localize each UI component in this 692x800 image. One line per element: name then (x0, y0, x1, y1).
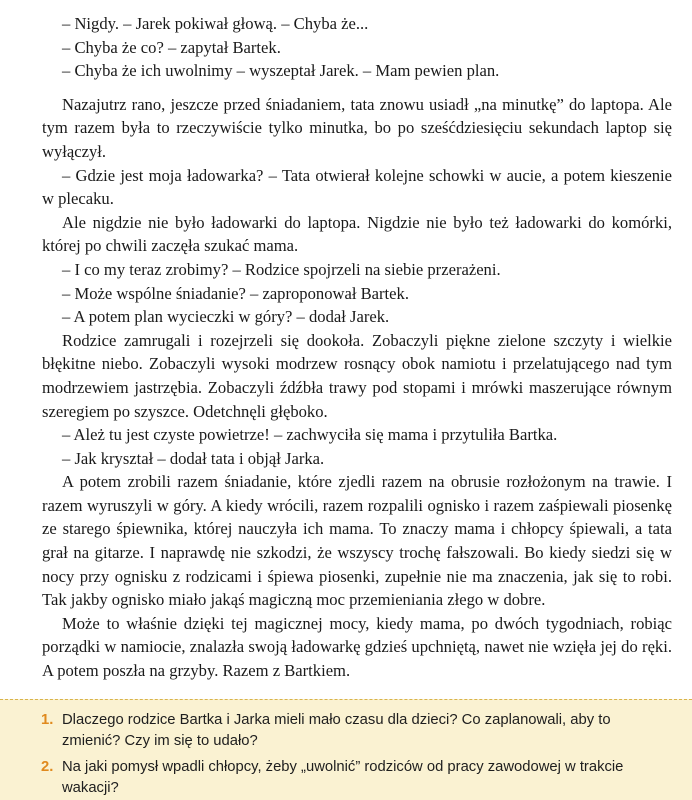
story-paragraph: A potem zrobili razem śniadanie, które zjedli razem na obrusie rozłożonym na trawie. I razem wyruszyli w góry. A kiedy wrócili, razem rozpalili ognisko i razem zaśpiewali piosenkę ze starego śpiewnika, której nauczyła ich mama. To znaczy mama i chłopcy śpiewali, a tata grał na gitarze. I naprawdę nie szkodzi, że wszyscy trochę fałszowali. Bo kiedy siedzi się w nocy przy ognisku z rodzicami i śpiewa piosenki, zupełnie nie ma znaczenia, jak się to robi. Tak jakby ognisko miało jakąś magiczną moc przemieniania złego w dobre. (42, 472, 672, 610)
question-text: Dlaczego rodzice Bartka i Jarka mieli mało czasu dla dzieci? Co zaplanowali, aby to zmienić? Czy im się to udało? (62, 712, 611, 749)
story-paragraph: – Chyba że co? – zapytał Bartek. (62, 37, 281, 57)
question-item (41, 757, 654, 798)
paragraph-gap (42, 83, 672, 93)
story-paragraph: – Nigdy. – Jarek pokiwał głową. – Chyba że... (62, 14, 369, 33)
story-text (42, 12, 672, 683)
story-paragraph: Ale nigdzie nie było ładowarki do laptopa. Nigdzie nie było też ładowarki do komórki, której po chwili zaczęła szukać mama. (42, 212, 672, 256)
question-text: Na jaki pomysł wpadli chłopcy, żeby „uwolnić” rodziców od pracy zawodowej w trakcie wakacji? (62, 759, 624, 796)
story-paragraph: – Chyba że ich uwolnimy – wyszeptał Jarek. – Mam pewien plan. (62, 61, 500, 81)
story-paragraph: – I co my teraz zrobimy? – Rodzice spojrzeli na siebie przerażeni. (62, 259, 501, 279)
story-paragraph: – Jak kryształ – dodał tata i objął Jarka. (62, 448, 325, 468)
story-paragraph: Rodzice zamrugali i rozejrzeli się dookoła. Zobaczyli piękne zielone szczyty i wielkie błękitne niebo. Zobaczyli wysoki modrzew rosnący obok namiotu i przelatującego nad tym modrzewiem jastrzębia. Zobaczyli źdźbła trawy pod stopami i mrówki maszerujące równym szeregiem po szyszce. Odetchnęli głęboko. (42, 330, 672, 421)
questions-panel (0, 699, 692, 800)
story-paragraph: Nazajutrz rano, jeszcze przed śniadaniem, tata znowu usiadł „na minutkę” do laptopa. Ale tym razem była to rzeczywiście tylko minutka, bo po sześćdziesięciu sekundach laptop się wyłączył. (42, 94, 672, 161)
question-number: 1. (41, 712, 54, 728)
question-item (41, 710, 654, 751)
story-paragraph: – A potem plan wycieczki w góry? – dodał Jarek. (62, 307, 390, 327)
question-number: 2. (41, 759, 54, 775)
story-paragraph: – Może wspólne śniadanie? – zaproponował Bartek. (62, 283, 409, 303)
story-paragraph: – Ależ tu jest czyste powietrze! – zachwyciła się mama i przytuliła Bartka. (62, 425, 558, 445)
story-paragraph: – Gdzie jest moja ładowarka? – Tata otwierał kolejne schowki w aucie, a potem kieszenie w plecaku. (42, 165, 672, 209)
story-paragraph: Może to właśnie dzięki tej magicznej mocy, kiedy mama, po dwóch tygodniach, robiąc porządki w namiocie, znalazła swoją ładowarkę gdzieś upchniętą, nawet nie wzięła jej do ręki. A potem poszła na grzyby. Razem z Bartkiem. (42, 613, 672, 681)
